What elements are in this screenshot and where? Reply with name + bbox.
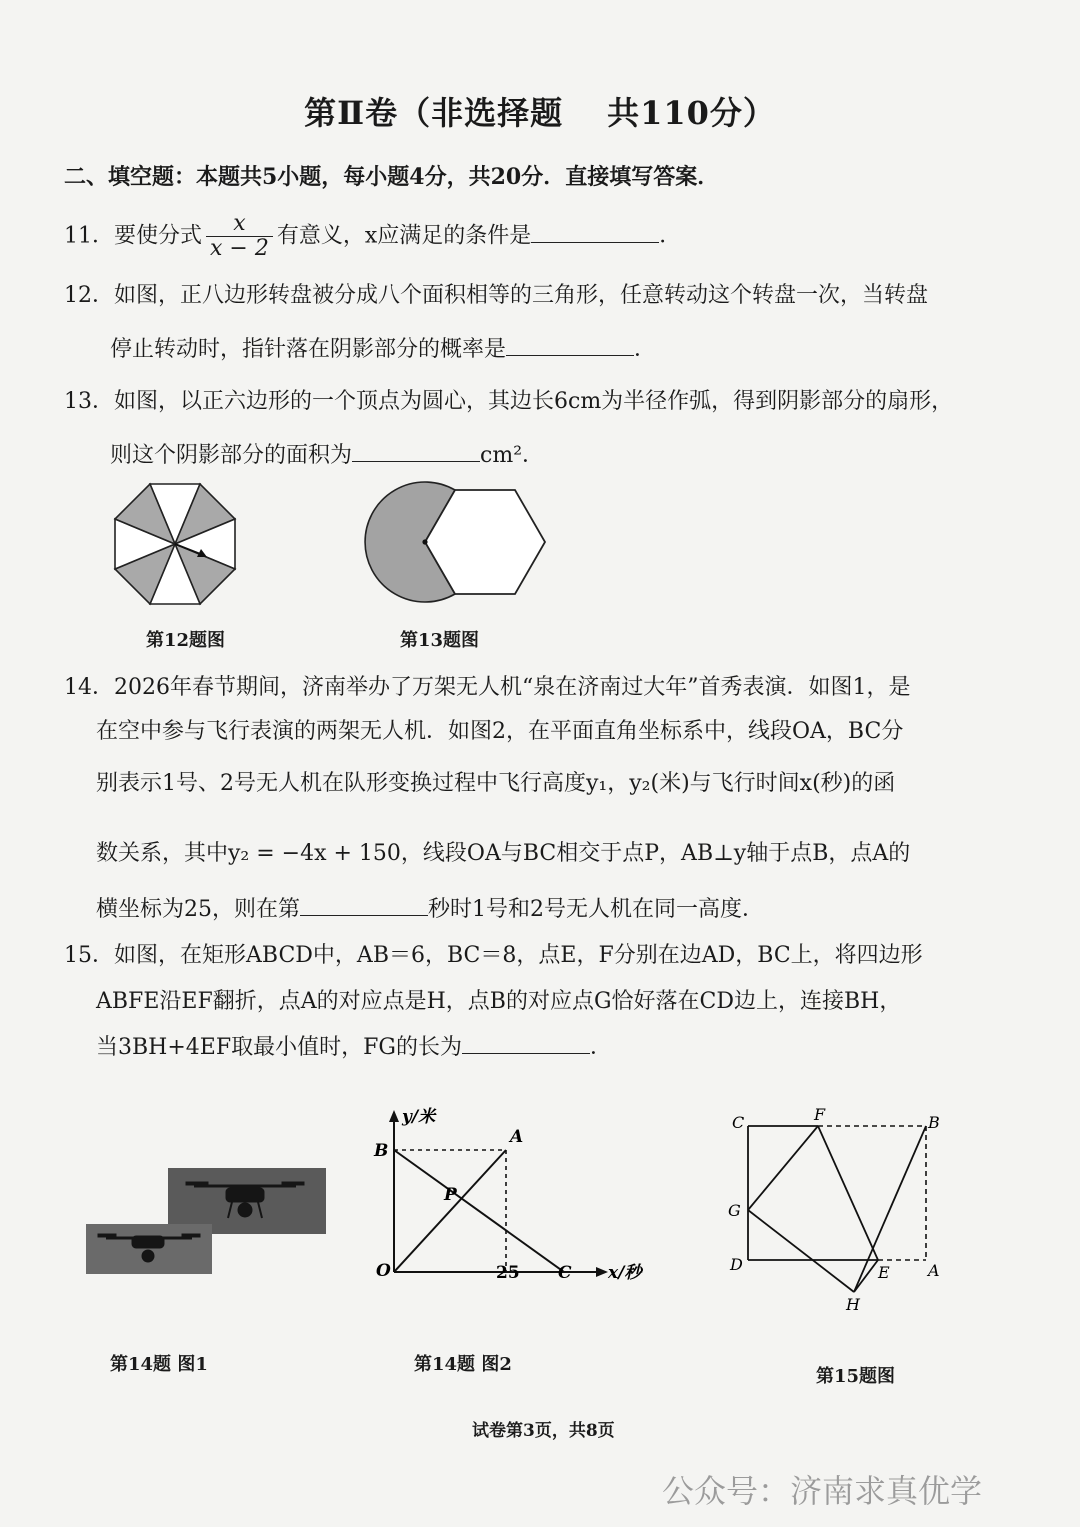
question-11 bbox=[64, 212, 681, 261]
watermark: 公众号：济南求真优学 bbox=[662, 1472, 983, 1510]
q14-line2: 在空中参与飞行表演的两架无人机．如图2，在平面直角坐标系中，线段OA，BC分 bbox=[96, 719, 904, 744]
q11-end: ． bbox=[659, 223, 682, 249]
question-15-line3 bbox=[96, 1030, 612, 1061]
octagon-spinner-figure bbox=[100, 480, 250, 620]
section-title bbox=[0, 88, 1080, 134]
question-13-line2 bbox=[110, 438, 544, 469]
segment-BC bbox=[394, 1150, 564, 1272]
sector-center-point bbox=[422, 539, 427, 544]
page-footer: 试卷第3页，共8页 bbox=[472, 1421, 615, 1441]
segment-OA bbox=[394, 1150, 506, 1272]
caption-fig15: 第15题图 bbox=[816, 1366, 896, 1387]
q11-frac-numerator: x bbox=[206, 212, 273, 237]
caption-fig12: 第12题图 bbox=[146, 630, 226, 651]
q12-line2: 停止转动时，指针落在阴影部分的概率是 bbox=[110, 337, 507, 362]
rectangle-fold-figure bbox=[722, 1106, 952, 1316]
segment-GF bbox=[748, 1126, 818, 1210]
y-axis-arrow-icon bbox=[389, 1110, 399, 1122]
q14-line1: 14．2026年春节期间，济南举办了万架无人机“泉在济南过大年”首秀表演．如图1，是 bbox=[64, 675, 911, 700]
q12-line1: 12．如图，正八边形转盘被分成八个面积相等的三角形，任意转动这个转盘一次，当转盘 bbox=[64, 283, 928, 308]
q15-line1: 15．如图，在矩形ABCD中，AB＝6，BC＝8，点E，F分别在边AD，BC上，将四边形 bbox=[64, 943, 923, 968]
label-C: C bbox=[558, 1263, 572, 1283]
q11-text-after: 有意义，x应满足的条件是 bbox=[276, 223, 532, 249]
q14-line3: 别表示1号、2号无人机在队形变换过程中飞行高度y₁，y₂(米)与飞行时间x(秒)的函 bbox=[96, 771, 896, 796]
caption-fig13: 第13题图 bbox=[400, 630, 480, 651]
question-14-line5 bbox=[96, 892, 764, 923]
q15-end: ． bbox=[589, 1035, 612, 1060]
label-P: P bbox=[444, 1185, 457, 1205]
q15-answer-blank[interactable] bbox=[462, 1035, 590, 1054]
q11-fraction bbox=[206, 212, 273, 261]
q13-line1: 13．如图，以正六边形的一个顶点为圆心，其边长6cm为半径作弧，得到阴影部分的扇形， bbox=[64, 389, 954, 414]
section-heading: 二、填空题：本题共5小题，每小题4分，共20分．直接填写答案． bbox=[64, 164, 720, 190]
segment-HB bbox=[854, 1126, 926, 1292]
hexagon-sector-figure bbox=[355, 480, 555, 610]
coordinate-graph-figure bbox=[372, 1100, 662, 1290]
q12-answer-blank[interactable] bbox=[506, 337, 634, 356]
tick-label-25: 25 bbox=[496, 1263, 520, 1283]
label-H: H bbox=[846, 1295, 860, 1314]
q14-line5-after: 秒时1号和2号无人机在同一高度． bbox=[428, 897, 764, 922]
q11-number: 11． bbox=[64, 223, 114, 249]
drone-photos-figure bbox=[84, 1166, 329, 1278]
label-D: D bbox=[730, 1255, 743, 1274]
segment-GH bbox=[748, 1210, 854, 1292]
q15-line3-before: 当3BH+4EF取最小值时，FG的长为 bbox=[96, 1035, 462, 1060]
label-A: A bbox=[510, 1127, 524, 1147]
q11-answer-blank[interactable] bbox=[531, 224, 659, 243]
q13-line2: 则这个阴影部分的面积为 bbox=[110, 443, 353, 468]
drone-photo-2 bbox=[86, 1224, 212, 1274]
segment-FE bbox=[818, 1126, 878, 1260]
q14-line5-before: 横坐标为25，则在第 bbox=[96, 897, 300, 922]
label-C: C bbox=[732, 1113, 745, 1132]
question-12-line2 bbox=[110, 332, 656, 363]
x-axis-arrow-icon bbox=[596, 1267, 608, 1277]
label-A: A bbox=[928, 1261, 940, 1280]
title-part1: 第Ⅱ卷（非选择题 bbox=[304, 94, 564, 132]
label-G: G bbox=[728, 1201, 741, 1220]
q15-line2: ABFE沿EF翻折，点A的对应点是H，点B的对应点G恰好落在CD边上，连接BH， bbox=[96, 989, 902, 1014]
q13-unit: cm²． bbox=[480, 443, 545, 468]
caption-fig14-2: 第14题 图2 bbox=[414, 1354, 512, 1375]
q14-answer-blank[interactable] bbox=[300, 897, 428, 916]
x-axis-label: x/秒 bbox=[608, 1263, 642, 1283]
label-O: O bbox=[376, 1261, 391, 1281]
q11-text-before: 要使分式 bbox=[114, 223, 203, 249]
q13-answer-blank[interactable] bbox=[352, 443, 480, 462]
label-B: B bbox=[374, 1141, 389, 1161]
label-F: F bbox=[814, 1106, 826, 1124]
q11-frac-denominator: x − 2 bbox=[210, 236, 269, 262]
label-E: E bbox=[878, 1263, 890, 1282]
caption-fig14-1: 第14题 图1 bbox=[110, 1354, 208, 1375]
q14-line4: 数关系，其中y₂ = −4x + 150，线段OA与BC相交于点P，AB⊥y轴于点B，点A的 bbox=[96, 841, 911, 866]
title-part2: 共110分） bbox=[607, 94, 776, 132]
y-axis-label: y/米 bbox=[402, 1107, 436, 1127]
label-B: B bbox=[928, 1113, 940, 1132]
q12-end: ． bbox=[634, 337, 657, 362]
